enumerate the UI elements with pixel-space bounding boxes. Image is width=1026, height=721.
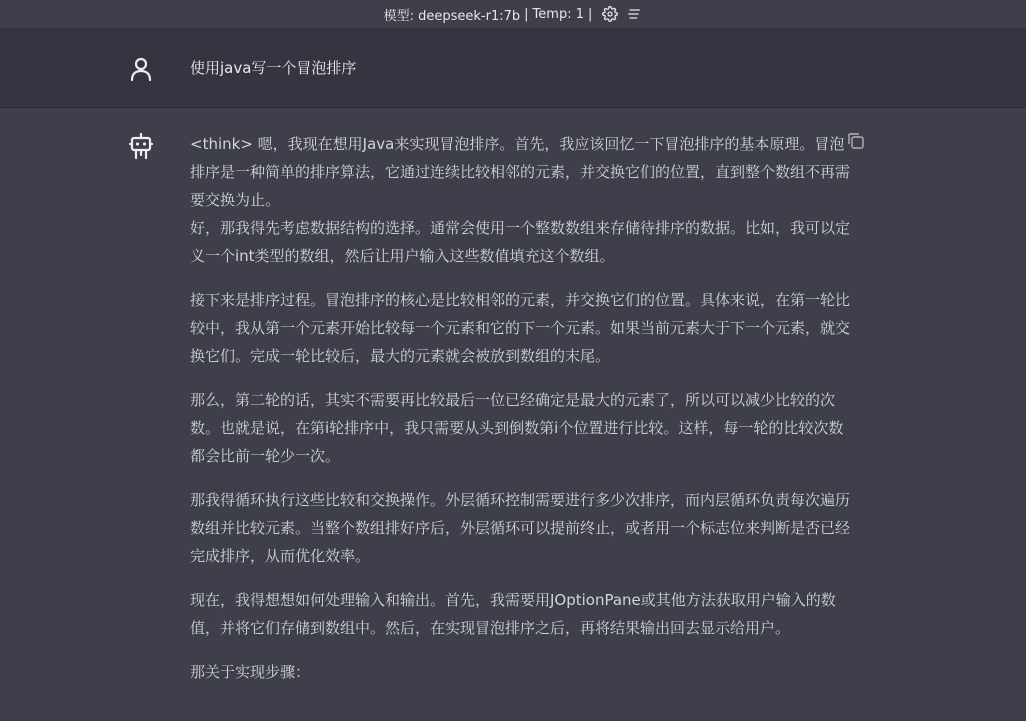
user-icon bbox=[128, 56, 154, 82]
message-paragraph: 接下来是排序过程。冒泡排序的核心是比较相邻的元素，并交换它们的位置。具体来说，在第一轮比较中，我从第一个元素开始比较每一个元素和它的下一个元素。如果当前元素大于下一个元素，就交换它们。完成一轮比较后，最大的元素就会被放到数组的末尾。 bbox=[190, 291, 851, 365]
separator: | bbox=[587, 6, 593, 22]
gear-icon[interactable] bbox=[601, 5, 619, 23]
message-paragraph bbox=[190, 130, 850, 270]
paragraph-text: <think> 嗯，我现在想用Java来实现冒泡排序。首先，我应该回忆一下冒泡排序的基本原理。冒泡排序是一种简单的排序算法，它通过连续比较相邻的元素，并交换它们的位置，直到整个数组不再需要交换为止。 bbox=[190, 135, 851, 209]
menu-lines-icon[interactable] bbox=[625, 5, 643, 23]
message-paragraph: 那么，第二轮的话，其实不需要再比较最后一位已经确定是最大的元素了，所以可以减少比较的次数。也就是说，在第i轮排序中，我只需要从头到倒数第i个位置进行比较。这样，每一轮的比较次数都会比前一轮少一次。 bbox=[190, 391, 844, 465]
separator: | bbox=[524, 6, 529, 22]
user-message-text: 使用java写一个冒泡排序 bbox=[190, 59, 357, 77]
message-paragraph: 那我得循环执行这些比较和交换操作。外层循环控制需要进行多少次排序，而内层循环负责每次遍历数组并比较元素。当整个数组排好序后，外层循环可以提前终止，或者用一个标志位来判断是否已经完成排序，从而优化效率。 bbox=[190, 491, 851, 565]
paragraph-text: 好，那我得先考虑数据结构的选择。通常会使用一个整数数组来存储待排序的数据。比如，我可以定义一个int类型的数组，然后让用户输入这些数值填充这个数组。 bbox=[190, 219, 851, 265]
user-message-row bbox=[0, 28, 1026, 108]
robot-icon bbox=[128, 133, 154, 161]
message-paragraph: 现在，我得想想如何处理输入和输出。首先，我需要用JOptionPane或其他方法获取用户输入的数值，并将它们存储到数组中。然后，在实现冒泡排序之后，再将结果输出回去显示给用户。 bbox=[190, 591, 836, 637]
assistant-message-content bbox=[190, 130, 850, 702]
temperature-label: Temp: 1 bbox=[532, 6, 584, 22]
model-label: 模型: deepseek-r1:7b bbox=[383, 8, 521, 24]
top-bar bbox=[0, 0, 1026, 28]
message-paragraph: 那关于实现步骤： bbox=[190, 663, 311, 681]
assistant-message-row bbox=[0, 108, 1026, 721]
